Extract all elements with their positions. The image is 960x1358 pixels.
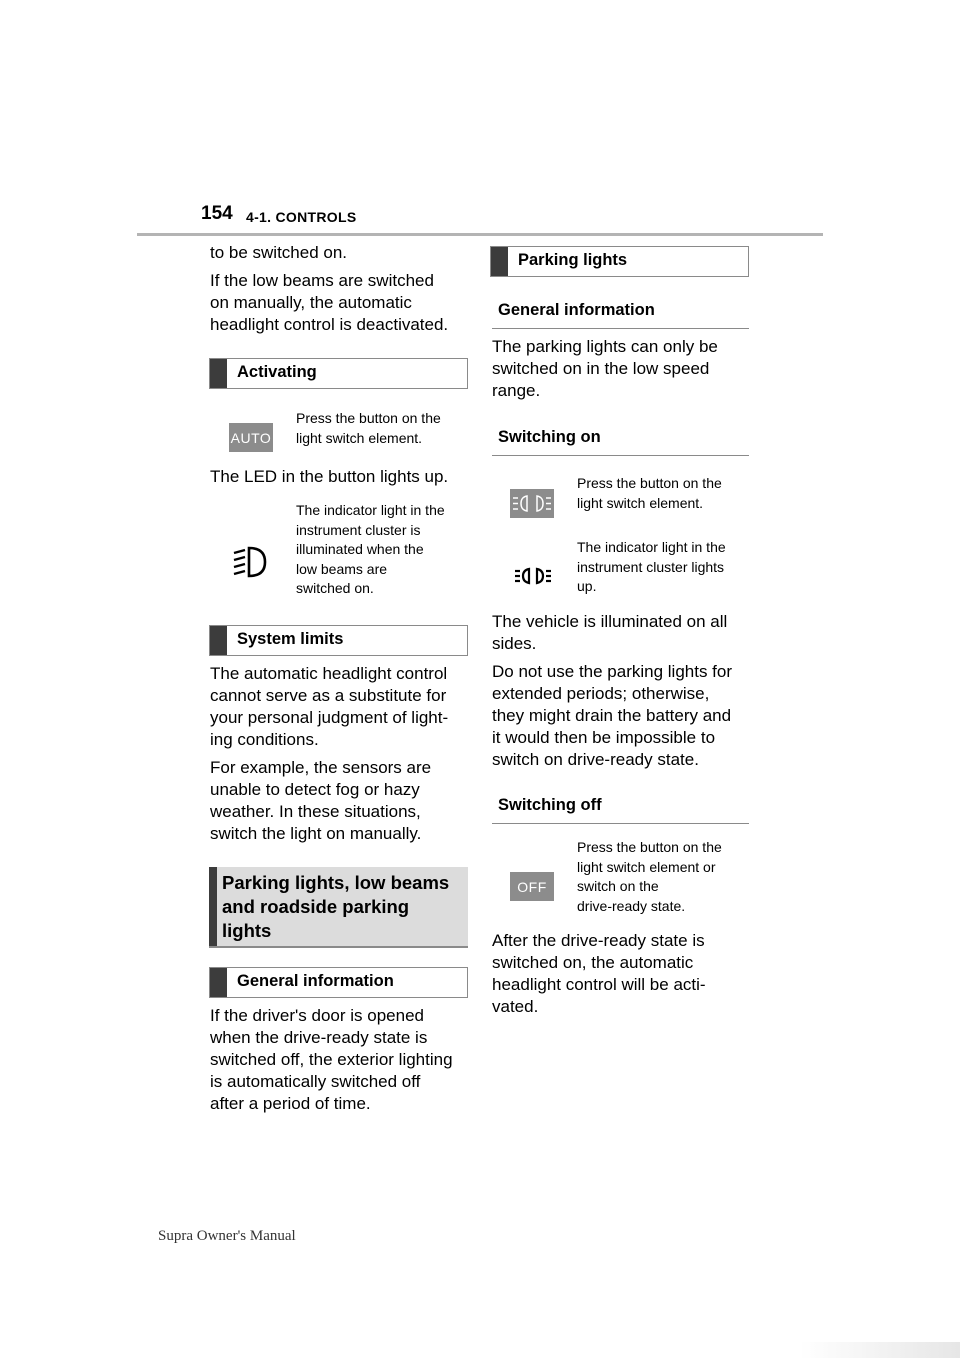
indicator-text: The indicator light in the instrument cluster is illuminated when the low beams are switched on. (296, 502, 445, 596)
instruction-text: Press the button on the light switch element. (577, 475, 722, 511)
heading-label: Parking lights (518, 251, 628, 269)
paragraph: If the low beams are switched on manually, the automatic headlight control is deactivated. (210, 271, 449, 334)
system-limits-heading (209, 625, 468, 656)
heading-label: System limits (237, 630, 344, 648)
paragraph: to be switched on. (210, 243, 348, 262)
page-number: 154 (201, 203, 233, 224)
paragraph: The LED in the button lights up. (210, 467, 449, 486)
footer-manual-title: Supra Owner's Manual (158, 1228, 296, 1244)
off-button-image (510, 872, 554, 901)
instruction-text: Press the button on the light switch element or switch on the drive-ready state. (577, 839, 722, 914)
activating-heading (209, 358, 468, 389)
switching-off-subheading: Switching off (498, 796, 602, 814)
parking-low-beams-heading: Parking lights, low beams and roadside parking lights (209, 867, 468, 947)
low-beam-indicator-icon (231, 545, 269, 579)
off-label: OFF (517, 878, 547, 895)
paragraph: The parking lights can only be switched on in the low speed range. (492, 337, 718, 400)
section-title: 4-1. CONTROLS (246, 209, 357, 225)
header-rule (137, 233, 823, 236)
paragraph: For example, the sensors are unable to detect fog or hazy weather. In these situations, switch the light on manually. (210, 758, 432, 843)
general-information-subheading: General information (498, 301, 655, 319)
subheading-rule (492, 455, 749, 456)
auto-label: AUTO (230, 429, 272, 446)
parking-lights-heading (490, 246, 749, 277)
indicator-text: The indicator light in the instrument cluster lights up. (577, 539, 726, 594)
heading-label: General information (237, 972, 394, 990)
heading-rule (209, 946, 468, 948)
paragraph: The vehicle is illuminated on all sides. (492, 612, 728, 653)
parking-light-button-icon (510, 489, 554, 518)
paragraph: Do not use the parking lights for extended periods; otherwise, they might drain the battery and it would then be impossible to switch on drive-ready state. (492, 662, 733, 769)
subheading-rule (492, 823, 749, 824)
paragraph: The automatic headlight control cannot serve as a substitute for your personal judgment of light- ing conditions. (210, 664, 449, 749)
auto-button-image (229, 423, 273, 452)
instruction-text: Press the button on the light switch element. (296, 410, 441, 446)
paragraph: If the driver's door is opened when the drive-ready state is switched off, the exterior lighting is automatically switched off after a period of time. (210, 1006, 453, 1113)
parking-light-indicator-icon (514, 566, 552, 586)
paragraph: After the drive-ready state is switched on, the automatic headlight control will be acti- vated. (492, 931, 706, 1016)
parking-light-button-image (510, 489, 554, 518)
heading-label: Activating (237, 363, 317, 381)
watermark-strip (800, 1342, 960, 1358)
subheading-rule (492, 328, 749, 329)
switching-on-subheading: Switching on (498, 428, 601, 446)
general-information-heading (209, 967, 468, 998)
